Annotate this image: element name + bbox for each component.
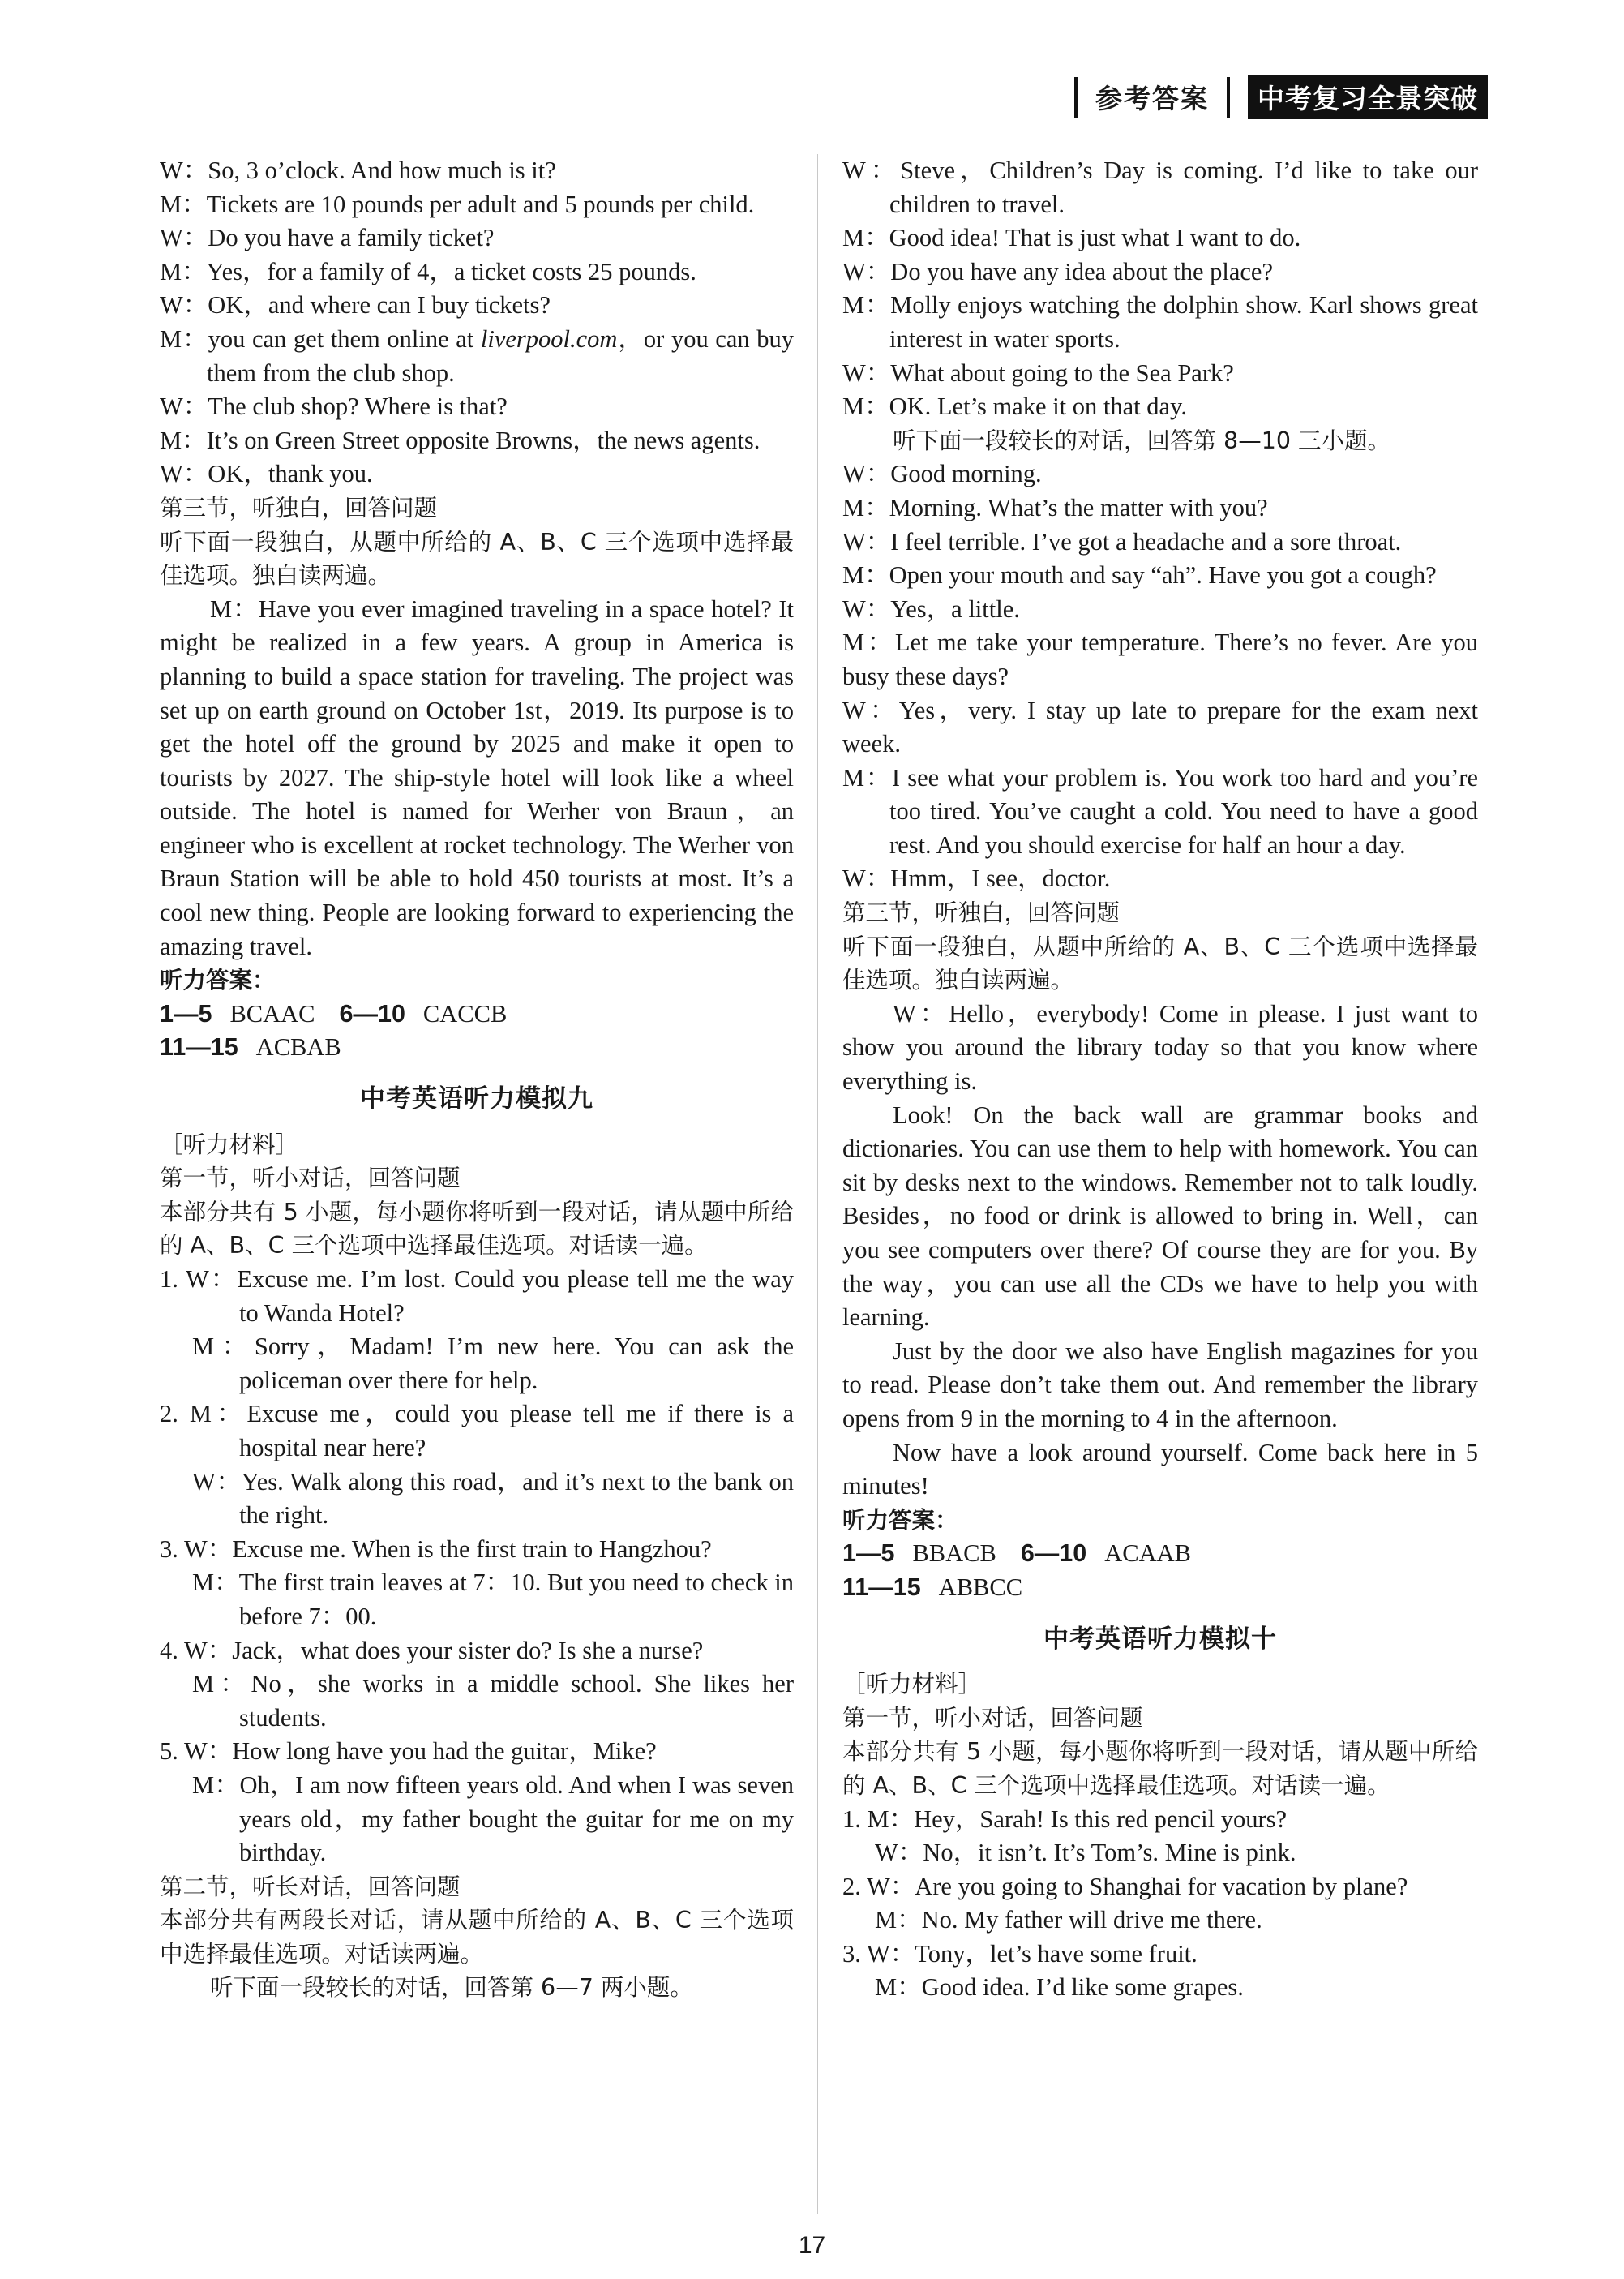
answer-values: BBACB (912, 1539, 996, 1568)
dialogue-line: W：I feel terrible. I’ve got a headache and a sore throat. (842, 527, 1402, 556)
section-heading: 第二节，听长对话，回答问题 (160, 1873, 461, 1900)
answer-label: 听力答案： (160, 967, 276, 994)
column-divider (817, 154, 818, 2214)
question-reply: M：No，she works in a middle school. She likes her students. (192, 1670, 794, 1732)
answer-key-row (842, 1537, 1478, 1571)
question-reply: M：The first train leaves at 7：10. But you need to check in before 7：00. (192, 1569, 794, 1630)
answer-range: 11—15 (160, 1033, 238, 1062)
dialogue-line: W：What about going to the Sea Park? (842, 358, 1234, 387)
dialogue-line: M：It’s on Green Street opposite Browns，the news agents. (160, 426, 761, 454)
question-line: 1. W：Excuse me. I’m lost. Could you please tell me the way to Wanda Hotel? (160, 1265, 794, 1327)
answer-range: 1—5 (842, 1539, 895, 1568)
answer-range: 6—10 (339, 999, 405, 1028)
answer-range: 6—10 (1020, 1539, 1087, 1568)
right-column (842, 154, 1478, 2005)
dialogue-line: M：Good idea! That is just what I want to do. (842, 224, 1301, 252)
dialogue-line: W：Steve，Children’s Day is coming. I’d like to take our children to travel. (842, 157, 1478, 218)
dialogue-line: M：Let me take your temperature. There’s no fever. Are you busy these days? (842, 629, 1478, 690)
question-reply: M：Oh，I am now fifteen years old. And when I was seven years old，my father bought the guitar for me on my birthday. (192, 1770, 794, 1867)
answer-values: ABBCC (938, 1573, 1023, 1601)
section-instruction: 本部分共有 5 小题，每小题你将听到一段对话，请从题中所给的 A、B、C 三个选项中选择最佳选项。对话读一遍。 (842, 1738, 1478, 1799)
left-column (160, 154, 794, 2005)
section-instruction: 听下面一段独白，从题中所给的 A、B、C 三个选项中选择最佳选项。独白读两遍。 (160, 528, 794, 590)
dialogue-line: M：Yes，for a family of 4，a ticket costs 25 pounds. (160, 257, 696, 285)
answer-key-row (160, 998, 794, 1032)
dialogue-line: M：Molly enjoys watching the dolphin show. Karl shows great interest in water sports. (842, 291, 1478, 353)
answer-values: BCAAC (229, 999, 315, 1028)
dialogue-line: W：Do you have any idea about the place? (842, 257, 1273, 285)
header-tag: 中考复习全景突破 (1248, 75, 1488, 119)
question-reply: W：Yes. Walk along this road，and it’s next to the bank on the right. (192, 1467, 794, 1530)
answer-values: ACBAB (255, 1033, 341, 1062)
answer-values: CACCB (422, 999, 508, 1028)
page-number: 17 (798, 2232, 826, 2259)
question-reply: W：No，it isn’t. It’s Tom’s. Mine is pink. (875, 1839, 1296, 1867)
header-divider (1074, 77, 1078, 118)
section-instruction: 本部分共有 5 小题，每小题你将听到一段对话，请从题中所给的 A、B、C 三个选项中选择最佳选项。对话读一遍。 (160, 1198, 794, 1260)
answer-key-row (160, 1031, 794, 1065)
section-instruction: 听下面一段独白，从题中所给的 A、B、C 三个选项中选择最佳选项。独白读两遍。 (842, 933, 1478, 994)
dialogue-line: W：Hmm，I see，doctor. (842, 865, 1111, 893)
dialogue-line: M：Tickets are 10 pounds per adult and 5 pounds per child. (160, 190, 755, 218)
question-line: 5. W：How long have you had the guitar，Mike? (160, 1737, 657, 1766)
question-line: 2. W：Are you going to Shanghai for vacation by plane? (842, 1872, 1408, 1900)
monologue-paragraph: Now have a look around yourself. Come back here in 5 minutes! (842, 1438, 1478, 1500)
dialogue-line: W：Yes，very. I stay up late to prepare for the exam next week. (842, 696, 1478, 758)
dialogue-line: W：Do you have a family ticket? (160, 224, 495, 252)
answer-key-row (842, 1571, 1478, 1605)
dialogue-line (160, 323, 794, 390)
section-instruction: 本部分共有两段长对话，请从题中所给的 A、B、C 三个选项中选择最佳选项。对话读两遍。 (160, 1907, 794, 1968)
section-title: 中考英语听力模拟九 (360, 1084, 593, 1114)
section-heading: 第一节，听小对话，回答问题 (160, 1165, 461, 1192)
subsection-instruction: 听下面一段较长的对话，回答第 6—7 两小题。 (210, 1974, 693, 2002)
dialogue-line: M：Open your mouth and say “ah”. Have you got a cough? (842, 561, 1437, 590)
monologue-paragraph: Just by the door we also have English magazines for you to read. Please don’t take them out. And remember the library opens from 9 in the morning to 4 in the afternoon. (842, 1337, 1478, 1432)
monologue-paragraph: Look! On the back wall are grammar books and dictionaries. You can use them to help with homework. You can sit by desks next to the windows. Remember not to talk loudly. Besides，no food or drink is allowed to bring in. Well，can you see computers over there? Of course they are for you. By the way，you can use all the CDs we have to help you with learning. (842, 1101, 1478, 1332)
dialogue-line: M：Morning. What’s the matter with you? (842, 493, 1268, 521)
dialogue-line: M：I see what your problem is. You work too hard and you’re too tired. You’ve caught a cold. You need to have a good rest. And you should exercise for half an hour a day. (842, 763, 1478, 859)
dialogue-line: W：OK，thank you. (160, 460, 373, 488)
header-divider (1227, 77, 1230, 118)
dialogue-line: W：So, 3 o’clock. And how much is it? (160, 157, 556, 184)
question-line: 3. W：Excuse me. When is the first train to Hangzhou? (160, 1534, 712, 1563)
question-line: 1. M：Hey，Sarah! Is this red pencil yours? (842, 1805, 1288, 1833)
monologue-paragraph: M：Have you ever imagined traveling in a space hotel? It might be realized in a few years. A group in America is planning to build a space station for traveling. The project was set up on earth ground on October 1st，2019. Its purpose is to get the hotel off the ground by 2025 and make it open to tourists by 2027. The ship-style hotel will look like a wheel outside. The hotel is named for Werher von Braun，an engineer who is excellent at rocket technology. The Werher von Braun Station will be able to hold 450 tourists at most. It’s a cool new thing. People are looking forward to experiencing the amazing travel. (160, 594, 794, 960)
dialogue-line: W：OK，and where can I buy tickets? (160, 291, 551, 320)
question-reply: M：Good idea. I’d like some grapes. (875, 1973, 1244, 2002)
answer-range: 11—15 (842, 1573, 921, 1601)
question-reply: M：Sorry，Madam! I’m new here. You can ask the policeman over there for help. (192, 1333, 794, 1394)
section-heading: 第一节，听小对话，回答问题 (842, 1704, 1143, 1732)
dialogue-text: ，or you can buy them from the club shop. (207, 324, 795, 387)
section-heading: 第三节，听独白，回答问题 (160, 494, 438, 521)
material-label: ［听力材料］ (160, 1131, 299, 1158)
monologue-paragraph: W：Hello，everybody! Come in please. I just want to show you around the library today so that you know where everything is. (842, 999, 1478, 1096)
dialogue-line: W：The club shop? Where is that? (160, 393, 508, 421)
question-line: 2. M：Excuse me，could you please tell me if there is a hospital near here? (160, 1400, 794, 1461)
section-heading: 第三节，听独白，回答问题 (842, 899, 1121, 927)
question-line: 4. W：Jack，what does your sister do? Is she a nurse? (160, 1636, 704, 1664)
answer-range: 1—5 (160, 999, 212, 1028)
answer-label: 听力答案： (842, 1506, 958, 1534)
material-label: ［听力材料］ (842, 1671, 982, 1698)
section-title: 中考英语听力模拟十 (1043, 1624, 1277, 1654)
website-text: liverpool.com (480, 324, 618, 353)
dialogue-line: M：OK. Let’s make it on that day. (842, 393, 1187, 421)
page-header (1074, 75, 1488, 119)
answer-values: ACAAB (1104, 1539, 1191, 1568)
header-label: 参考答案 (1095, 83, 1209, 114)
dialogue-line: W：Good morning. (842, 460, 1042, 488)
question-line: 3. W：Tony，let’s have some fruit. (842, 1939, 1198, 1968)
question-reply: M：No. My father will drive me there. (875, 1906, 1262, 1934)
dialogue-text: M：you can get them online at (160, 324, 481, 353)
subsection-instruction: 听下面一段较长的对话，回答第 8—10 三小题。 (893, 427, 1391, 454)
dialogue-line: W：Yes，a little. (842, 594, 1020, 623)
